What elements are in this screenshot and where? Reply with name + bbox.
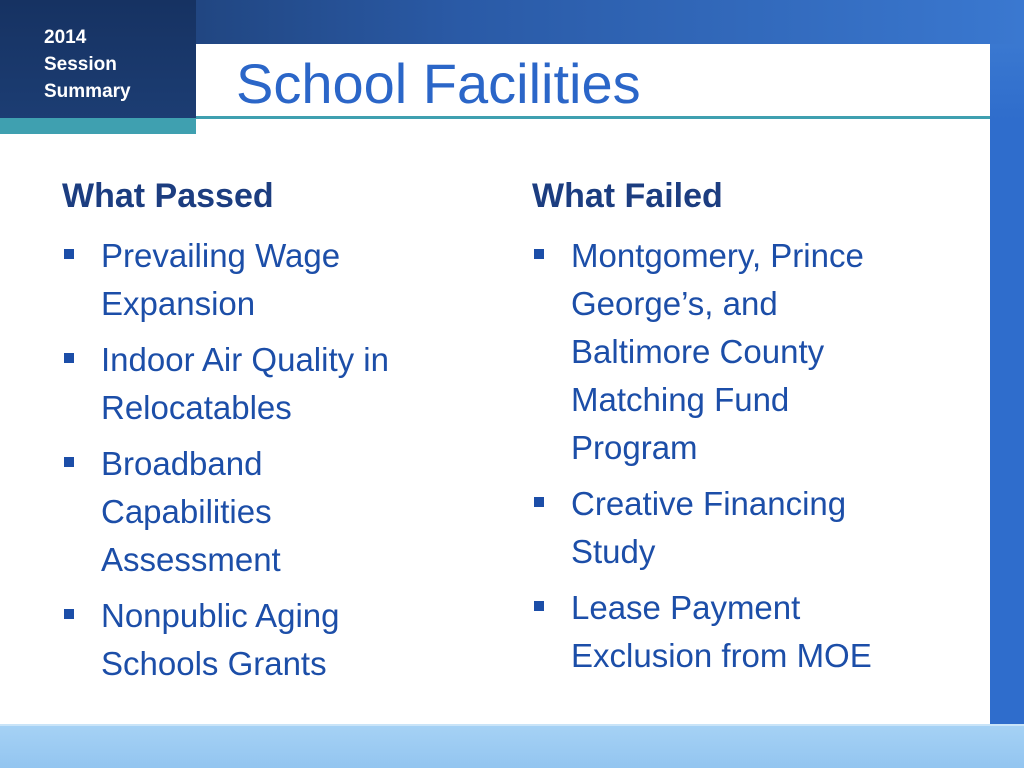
list-item xyxy=(62,592,482,688)
item-line: Matching Fund xyxy=(571,381,790,418)
what-failed-list xyxy=(532,232,952,680)
item-line: Relocatables xyxy=(101,389,292,426)
what-failed-heading: What Failed xyxy=(532,177,723,215)
session-badge xyxy=(0,0,196,118)
square-bullet-icon xyxy=(534,497,544,507)
what-passed-column xyxy=(62,174,482,696)
square-bullet-icon xyxy=(64,609,74,619)
badge-year: 2014 xyxy=(44,27,87,48)
item-line: George’s, and xyxy=(571,285,778,322)
square-bullet-icon xyxy=(534,601,544,611)
item-line: Broadband xyxy=(101,445,263,482)
badge-session: Session xyxy=(44,54,117,75)
footer-band xyxy=(0,724,1024,768)
item-line: Assessment xyxy=(101,541,281,578)
what-failed-column xyxy=(532,174,952,688)
badge-summary: Summary xyxy=(44,81,131,102)
what-passed-list xyxy=(62,232,482,688)
square-bullet-icon xyxy=(64,249,74,259)
item-line: Indoor Air Quality in xyxy=(101,341,389,378)
item-line: Capabilities xyxy=(101,493,272,530)
slide-title: School Facilities xyxy=(236,52,641,115)
list-item xyxy=(532,480,952,576)
what-passed-heading: What Passed xyxy=(62,177,274,215)
list-item xyxy=(532,232,952,472)
square-bullet-icon xyxy=(534,249,544,259)
item-line: Expansion xyxy=(101,285,256,322)
item-line: Baltimore County xyxy=(571,333,825,370)
item-line: Prevailing Wage xyxy=(101,237,341,274)
footer-highlight xyxy=(0,724,1024,726)
right-accent-bar xyxy=(990,120,1024,750)
item-line: Nonpublic Aging xyxy=(101,597,340,634)
item-line: Creative Financing xyxy=(571,485,847,522)
list-item xyxy=(532,584,952,680)
list-item xyxy=(62,440,482,584)
item-line: Program xyxy=(571,429,698,466)
item-line: Lease Payment xyxy=(571,589,801,626)
square-bullet-icon xyxy=(64,353,74,363)
square-bullet-icon xyxy=(64,457,74,467)
list-item xyxy=(62,336,482,432)
item-line: Montgomery, Prince xyxy=(571,237,864,274)
item-line: Schools Grants xyxy=(101,645,327,682)
item-line: Exclusion from MOE xyxy=(571,637,872,674)
right-accent-top xyxy=(990,44,1024,120)
teal-block xyxy=(0,116,196,134)
item-line: Study xyxy=(571,533,656,570)
list-item xyxy=(62,232,482,328)
